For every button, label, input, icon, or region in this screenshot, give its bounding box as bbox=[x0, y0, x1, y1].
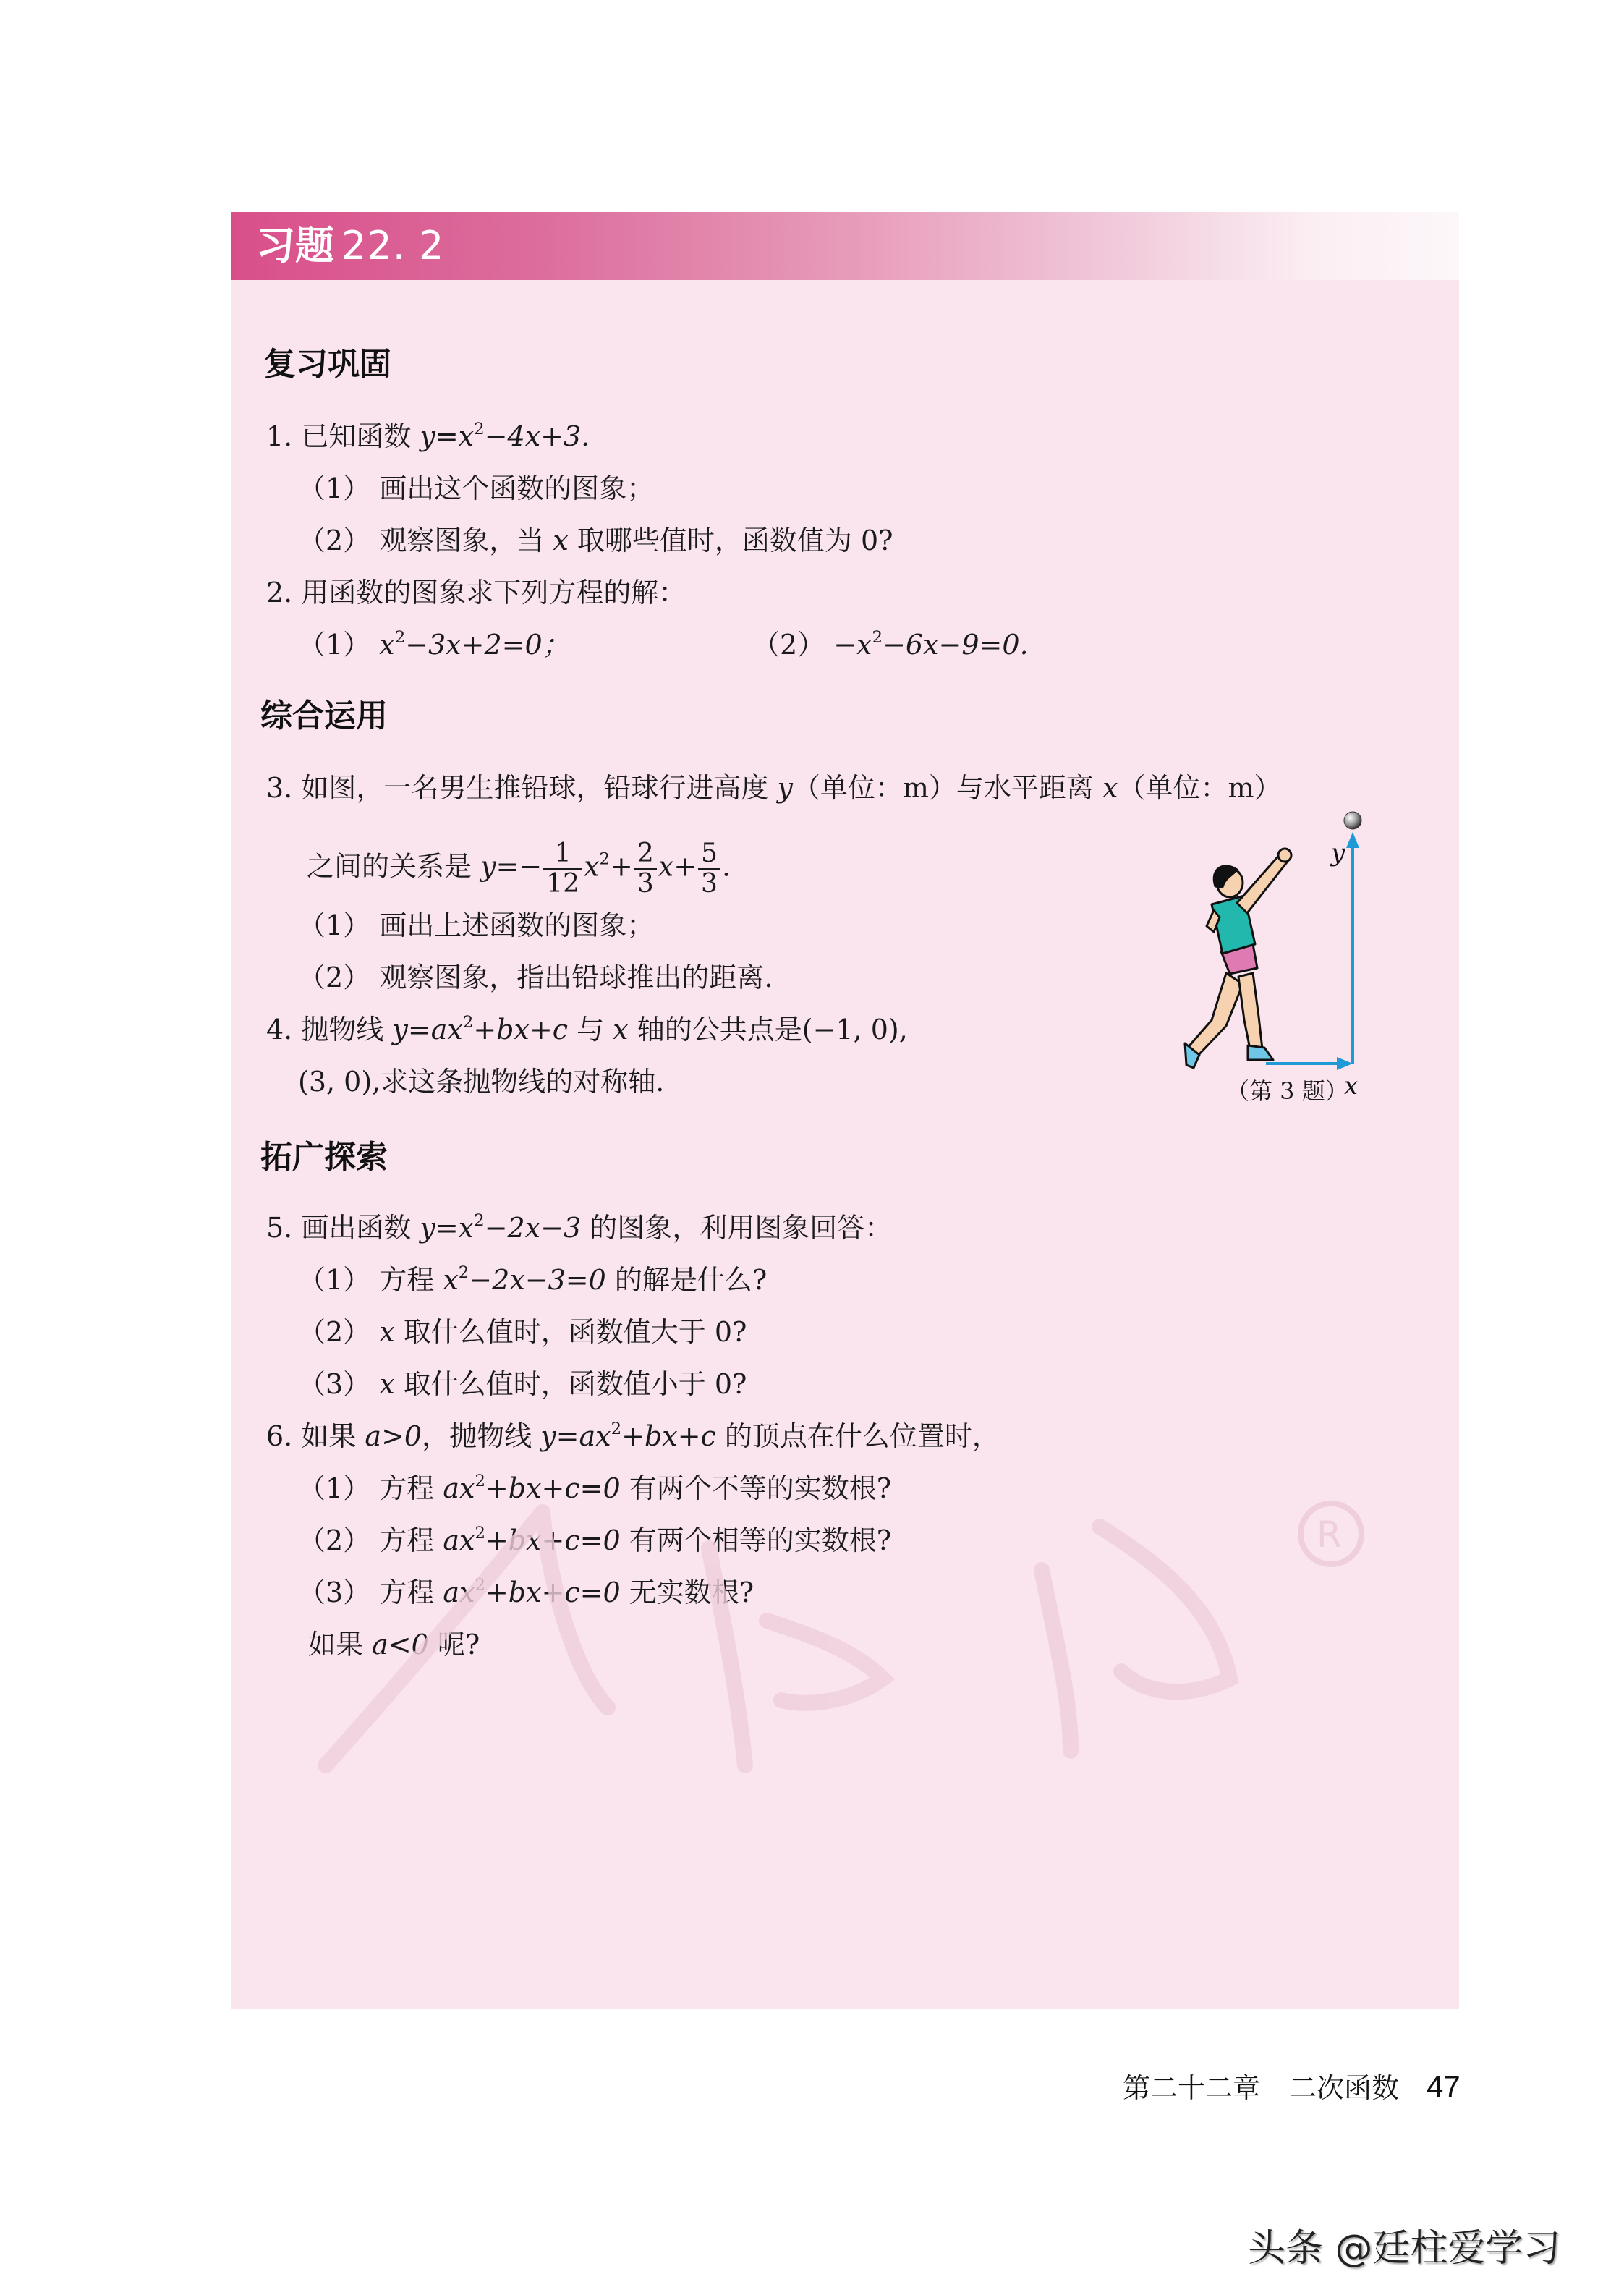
fraction bbox=[543, 839, 582, 899]
question-3-part-1: （1） 画出上述函数的图象； bbox=[298, 909, 655, 941]
math: −3x+2=0； bbox=[405, 629, 570, 661]
exercise-title bbox=[256, 221, 444, 271]
text: 有两个不等的实数根? bbox=[620, 1472, 892, 1504]
math: x bbox=[584, 850, 600, 883]
math: ax bbox=[443, 1472, 475, 1504]
text: （单位：m）与水平距离 bbox=[792, 772, 1103, 804]
text: . bbox=[721, 850, 731, 883]
source-watermark: 头条 @廷柱爱学习 bbox=[1248, 2227, 1561, 2270]
question-2-part-2 bbox=[752, 627, 1029, 663]
text: （2） 方程 bbox=[298, 1524, 443, 1556]
math: y=ax bbox=[540, 1420, 611, 1452]
math: +bx+c=0 bbox=[485, 1524, 621, 1556]
exponent: 2 bbox=[599, 849, 611, 869]
math: a<0 bbox=[372, 1629, 429, 1660]
math: −4x+3. bbox=[484, 420, 590, 452]
x-axis-arrow-icon bbox=[1337, 1057, 1353, 1070]
exponent: 2 bbox=[474, 1211, 485, 1231]
math: −6x−9=0. bbox=[883, 629, 1029, 661]
math: x bbox=[443, 1264, 459, 1296]
numerator: 2 bbox=[634, 839, 657, 870]
text: （2） bbox=[752, 629, 834, 661]
section-title-exploration: 拓广探索 bbox=[260, 1139, 388, 1176]
math: −2x−3=0 bbox=[469, 1264, 606, 1296]
footer-chapter bbox=[1123, 2071, 1399, 2105]
exponent: 2 bbox=[394, 628, 406, 648]
question-6-part-2 bbox=[298, 1522, 891, 1558]
fraction bbox=[698, 839, 720, 899]
math: x bbox=[379, 629, 395, 661]
math: x bbox=[379, 1316, 395, 1348]
exponent: 2 bbox=[458, 1263, 469, 1283]
athlete-icon bbox=[1185, 849, 1291, 1068]
text: （2） 观察图象，当 bbox=[298, 525, 553, 556]
question-6-part-1 bbox=[298, 1470, 891, 1506]
math: +bx+c=0 bbox=[485, 1577, 621, 1608]
denominator: 3 bbox=[701, 869, 718, 899]
exponent: 2 bbox=[475, 1524, 485, 1543]
question-3-relation bbox=[307, 839, 731, 899]
chapter-label: 第二十二章 bbox=[1123, 2072, 1261, 2104]
text: 取什么值时，函数值小于 0? bbox=[394, 1368, 747, 1400]
svg-text:R: R bbox=[1317, 1514, 1342, 1556]
question-5-stem bbox=[266, 1210, 892, 1246]
exercise-number: 22. 2 bbox=[341, 223, 445, 268]
question-1-part-2 bbox=[298, 522, 893, 559]
chapter-topic: 二次函数 bbox=[1289, 2072, 1400, 2104]
page-number: 47 bbox=[1427, 2069, 1461, 2103]
math: y bbox=[777, 772, 793, 804]
text: 轴的公共点是(−1, 0), bbox=[628, 1014, 908, 1045]
exercise-title-label: 习题 bbox=[256, 223, 334, 268]
text: 与 bbox=[568, 1014, 613, 1045]
text: 5. 画出函数 bbox=[266, 1212, 420, 1244]
text: 如果 bbox=[308, 1629, 373, 1660]
math: y=x bbox=[420, 1212, 475, 1244]
text: 取什么值时，函数值大于 0? bbox=[394, 1316, 747, 1348]
math: a>0 bbox=[365, 1420, 422, 1452]
question-3-stem bbox=[266, 770, 1282, 806]
text: 取哪些值时，函数值为 0? bbox=[568, 525, 893, 556]
question-5-part-3 bbox=[298, 1366, 747, 1402]
exponent: 2 bbox=[872, 628, 883, 648]
text: （3） bbox=[298, 1368, 380, 1400]
text: 有两个相等的实数根? bbox=[620, 1524, 892, 1556]
text: 的解是什么? bbox=[605, 1264, 768, 1296]
text: 6. 如果 bbox=[266, 1420, 365, 1452]
question-6-stem bbox=[266, 1418, 1000, 1454]
math: ax bbox=[443, 1577, 475, 1608]
section-title-review: 复习巩固 bbox=[264, 346, 391, 383]
question-6-part-3 bbox=[298, 1574, 754, 1611]
shot-put-ball-icon bbox=[1344, 812, 1361, 829]
math: x bbox=[613, 1014, 629, 1045]
math: x bbox=[379, 1368, 395, 1400]
numerator: 1 bbox=[543, 839, 582, 870]
question-5-part-1 bbox=[298, 1262, 767, 1298]
math: +bx+c=0 bbox=[485, 1472, 621, 1504]
math: −2x−3 bbox=[484, 1212, 582, 1244]
text: 的图象，利用图象回答： bbox=[581, 1212, 893, 1244]
exponent: 2 bbox=[462, 1013, 474, 1032]
question-1-part-1: （1） 画出这个函数的图象； bbox=[298, 472, 655, 504]
text: 3. 如图，一名男生推铅球，铅球行进高度 bbox=[266, 772, 778, 804]
text: （单位：m） bbox=[1118, 772, 1282, 804]
math: x bbox=[1102, 772, 1118, 804]
text: 的顶点在什么位置时， bbox=[715, 1420, 1000, 1452]
shot-put-figure bbox=[1157, 810, 1374, 1114]
section-title-application: 综合运用 bbox=[260, 697, 388, 734]
text: 1. 已知函数 bbox=[266, 420, 420, 452]
exponent: 2 bbox=[475, 1472, 485, 1491]
exercise-header bbox=[231, 212, 1459, 280]
exponent: 2 bbox=[611, 1420, 622, 1439]
numerator: 5 bbox=[698, 839, 720, 870]
math: x+ bbox=[658, 850, 697, 883]
denominator: 3 bbox=[637, 869, 654, 899]
math: +bx+c bbox=[473, 1014, 569, 1045]
text: （1） bbox=[298, 629, 380, 661]
question-4-line-2: (3, 0),求这条抛物线的对称轴. bbox=[298, 1066, 665, 1098]
question-1-stem bbox=[266, 418, 590, 454]
text: （1） 方程 bbox=[298, 1264, 443, 1296]
question-2-part-1 bbox=[298, 627, 570, 663]
math: + bbox=[610, 850, 633, 883]
y-axis-arrow-icon bbox=[1346, 832, 1359, 848]
math: x bbox=[553, 525, 569, 556]
y-axis-label: y bbox=[1331, 839, 1345, 867]
text: （2） bbox=[298, 1316, 380, 1348]
text: 呢? bbox=[428, 1629, 480, 1660]
text: 4. 抛物线 bbox=[266, 1014, 393, 1045]
text: 之间的关系是 bbox=[307, 850, 481, 883]
question-5-part-2 bbox=[298, 1314, 747, 1350]
math: ax bbox=[443, 1524, 475, 1556]
text: ，抛物线 bbox=[422, 1420, 541, 1452]
question-4-stem bbox=[266, 1011, 908, 1048]
exponent: 2 bbox=[475, 1576, 485, 1595]
x-axis-label: x bbox=[1344, 1072, 1359, 1100]
denominator: 12 bbox=[546, 869, 580, 899]
math: y=x bbox=[420, 420, 475, 452]
math: +bx+c bbox=[621, 1420, 716, 1452]
text: 无实数根? bbox=[620, 1577, 754, 1608]
fraction bbox=[634, 839, 657, 899]
math: −x bbox=[833, 629, 872, 661]
question-6-followup bbox=[308, 1626, 480, 1663]
math: y=ax bbox=[392, 1014, 463, 1045]
question-3-part-2: （2） 观察图象，指出铅球推出的距离. bbox=[298, 962, 773, 993]
text: （3） 方程 bbox=[298, 1577, 443, 1608]
exponent: 2 bbox=[474, 420, 485, 439]
figure-caption: （第 3 题） bbox=[1226, 1077, 1348, 1105]
question-2-stem: 2. 用函数的图象求下列方程的解： bbox=[266, 577, 686, 608]
text: （1） 方程 bbox=[298, 1472, 443, 1504]
math: y=− bbox=[480, 850, 543, 883]
